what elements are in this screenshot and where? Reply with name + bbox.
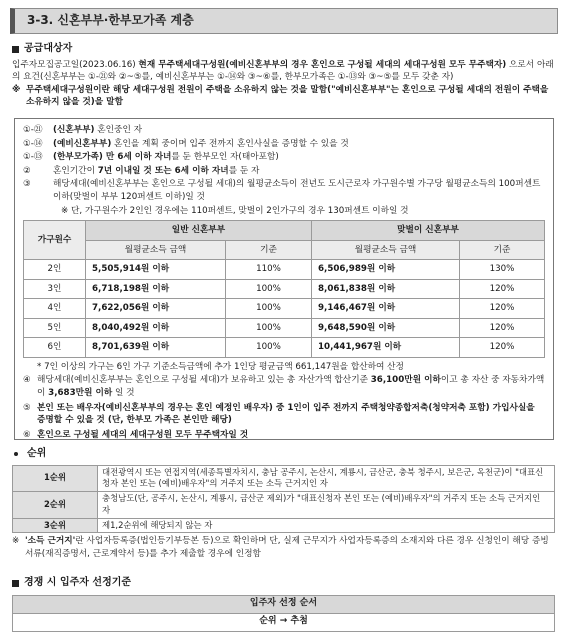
dual-amount: 8,061,838원 이하: [312, 279, 460, 299]
condition-item: [23, 374, 545, 399]
rank-description: 제1,2순위에 해당되지 않는 자: [98, 518, 555, 533]
condition-marker: ①-⑭: [23, 138, 43, 149]
condition-marker: ④: [23, 375, 31, 386]
rank-description: 충청남도(단, 공주시, 논산시, 계룡시, 금산군 제외)가 "대표신청자 본인 또는 (예비)배우자"의 거주지 또는 소득 근거지인 자: [98, 492, 555, 519]
household-size: 6인: [24, 338, 86, 358]
sub-income: 월평균소득 금액: [86, 240, 226, 260]
competition-table-header: 입주자 선정 순서: [13, 595, 555, 613]
general-standard: 110%: [226, 260, 312, 280]
condition-item: [23, 402, 545, 427]
table-footnote: * 7인 이상의 가구는 6인 가구 기준소득금액에 추가 1인당 평균금액 661,147원을 합산하여 산정: [37, 361, 404, 372]
income-row: [24, 318, 545, 338]
general-standard: 100%: [226, 279, 312, 299]
condition-text: 혼인으로 구성될 세대의 세대구성원 모두 무주택자일 것: [37, 429, 249, 440]
square-bullet-icon: [12, 580, 19, 587]
dot-bullet-icon: [14, 452, 18, 456]
conditions-box: [14, 118, 554, 440]
dual-standard: 120%: [460, 318, 545, 338]
conditions-after-list: [23, 374, 545, 441]
general-amount: 5,505,914원 이하: [86, 260, 226, 280]
income-row: [24, 279, 545, 299]
condition-item: [23, 429, 545, 442]
col-household: 가구원수: [24, 221, 86, 260]
col-general: 일반 신혼부부: [86, 221, 312, 241]
condition-marker: ⑤: [23, 402, 31, 413]
condition-item: [23, 178, 545, 203]
competition-table: [12, 595, 555, 632]
supply-description: 입주자모집공고일(2023.06.16) 현재 무주택세대구성원(예비신혼부부의 경우 혼인으로 구성될 세대의 세대구성원 모두 무주택자) 으로서 아래의 요건(신혼부부는 ①-㉑와 ②~⑤를, 예비신혼부부는 ①-⑭와 ③~⑥를, 한부모가족은 ①-⑬와 ③~⑤를 모두 갖춘 자): [12, 59, 554, 83]
general-standard: 100%: [226, 318, 312, 338]
competition-section: [12, 576, 557, 632]
general-amount: 7,622,056원 이하: [86, 299, 226, 319]
condition-text: 해당세대(예비신혼부부는 혼인으로 구성될 세대)가 보유하고 있는 총 자산가액 합산기준 36,100만원 이하이고 총 자산 중 자동차가액이 3,683만원 이하 일 것: [37, 375, 545, 398]
dual-amount: 9,146,467원 이하: [312, 299, 460, 319]
rank-table: [12, 465, 555, 534]
condition-item: [23, 138, 545, 151]
income-table: [23, 220, 545, 358]
condition-text: (예비신혼부부) 혼인을 계획 중이며 입주 전까지 혼인사실을 증명할 수 있을 것: [53, 138, 349, 149]
household-size: 4인: [24, 299, 86, 319]
general-standard: 100%: [226, 338, 312, 358]
dual-standard: 130%: [460, 260, 545, 280]
income-row: [24, 299, 545, 319]
general-standard: 100%: [226, 299, 312, 319]
competition-heading: 경쟁 시 입주자 선정기준: [12, 576, 557, 591]
income-row: [24, 338, 545, 358]
supply-note: ※ 무주택세대구성원이란 해당 세대구성원 전원이 주택을 소유하지 않는 것을 말함("예비신혼부부"는 혼인으로 구성될 세대의 전원이 주택을 소유하지 않을 것)을 말함: [12, 84, 549, 108]
dual-amount: 6,506,989원 이하: [312, 260, 460, 280]
condition-marker: ①-㉑: [23, 125, 43, 135]
income-note: ※ 단, 가구원수가 2인인 경우에는 110퍼센트, 맞벌이 2인가구의 경우 130퍼센트 이하일 것: [61, 205, 409, 216]
rank-note: ※ '소득 근거지'란 사업자등록증(법인등기부등본 등)으로 확인하며 단, 실제 근무지가 사업자등록증의 소재지와 다른 경우 신청인이 해당 증빙서류(재직증명서, 근로계약서 등)를 추가 제출할 경우에 인정함: [12, 536, 549, 559]
rank-heading: 순위: [12, 447, 557, 462]
household-size: 2인: [24, 260, 86, 280]
condition-marker: ⑥: [23, 429, 31, 440]
col-dual: 맞벌이 신혼부부: [312, 221, 545, 241]
condition-text: 본인 또는 배우자(예비신혼부부의 경우는 혼인 예정인 배우자) 중 1인이 입주 전까지 주택청약종합저축(청약저축 포함) 가입사실을 증명할 수 있을 것 (단, 한부모 가족은 본인만 해당): [37, 402, 535, 426]
rank-row: [13, 465, 555, 492]
condition-item: [23, 165, 545, 178]
condition-text: 해당세대(예비신혼부부는 혼인으로 구성될 세대)의 월평균소득이 전년도 도시근로자 가구원수별 가구당 월평균소득의 100퍼센트 이하(맞벌이 부부 120퍼센트 이하)일 것: [53, 179, 541, 203]
dual-standard: 120%: [460, 279, 545, 299]
condition-item: [23, 124, 545, 137]
section-title: 3-3. 신혼부부·한부모가족 계층: [10, 8, 558, 34]
rank-row: [13, 492, 555, 519]
condition-marker: ③: [23, 179, 31, 190]
supply-heading: 공급대상자: [12, 42, 557, 57]
dual-standard: 120%: [460, 299, 545, 319]
rank-row: [13, 518, 555, 533]
rank-description: 대전광역시 또는 연접지역(세종특별자치시, 충남 공주시, 논산시, 계룡시, 금산군, 충북 청주시, 보은군, 옥천군)이 "대표신청자 본인 또는 (예비)배우자"의 거주지 또는 소득 근거지인 자: [98, 465, 555, 492]
sub-standard: 기준: [460, 240, 545, 260]
dual-amount: 9,648,590원 이하: [312, 318, 460, 338]
income-rows: [24, 260, 545, 358]
condition-text: (한부모가족) 만 6세 이하 자녀를 둔 한부모인 자(태아포함): [53, 152, 279, 163]
condition-text: 혼인기간이 7년 이내일 것 또는 6세 이하 자녀를 둔 자: [53, 165, 260, 176]
sub-income: 월평균소득 금액: [312, 240, 460, 260]
income-row: [24, 260, 545, 280]
supply-section: [12, 42, 557, 109]
sub-standard: 기준: [226, 240, 312, 260]
condition-text: (신혼부부) 혼인중인 자: [53, 125, 142, 135]
condition-marker: ①-⑬: [23, 152, 43, 163]
condition-item: [23, 151, 545, 164]
conditions-list: [23, 124, 545, 204]
household-size: 3인: [24, 279, 86, 299]
general-amount: 8,701,639원 이하: [86, 338, 226, 358]
dual-standard: 120%: [460, 338, 545, 358]
square-bullet-icon: [12, 46, 19, 53]
general-amount: 8,040,492원 이하: [86, 318, 226, 338]
rank-label: 3순위: [13, 518, 98, 533]
household-size: 5인: [24, 318, 86, 338]
general-amount: 6,718,198원 이하: [86, 279, 226, 299]
dual-amount: 10,441,967원 이하: [312, 338, 460, 358]
condition-marker: ②: [23, 165, 31, 176]
rank-section: [12, 447, 557, 561]
rank-label: 2순위: [13, 492, 98, 519]
rank-label: 1순위: [13, 465, 98, 492]
competition-table-value: 순위 → 추첨: [13, 613, 555, 631]
